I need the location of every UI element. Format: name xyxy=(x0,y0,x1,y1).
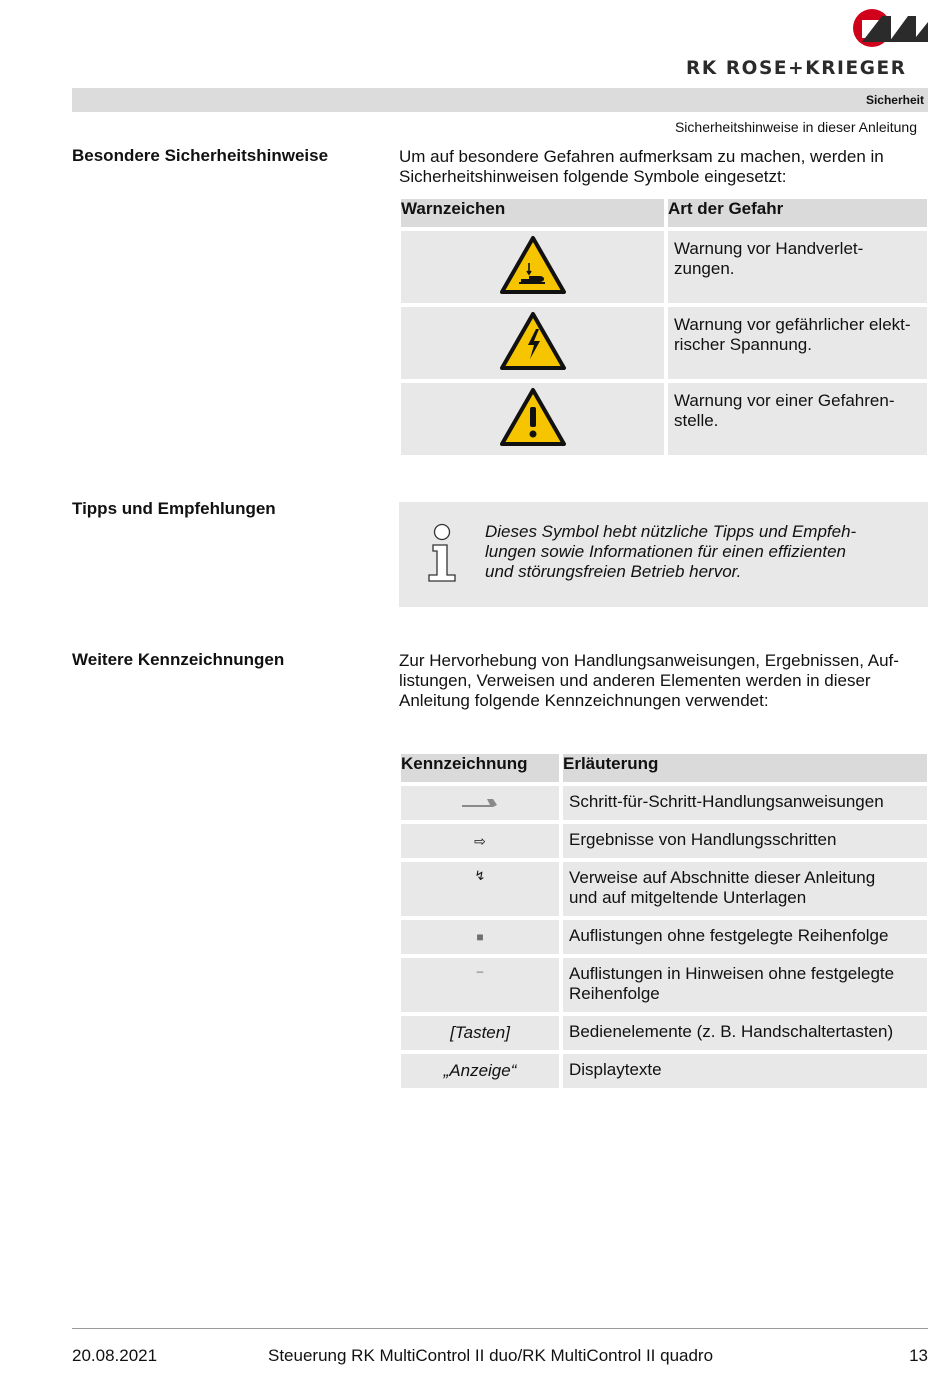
danger-type-cell xyxy=(668,307,927,379)
brand-logo xyxy=(686,8,930,79)
info-icon xyxy=(425,523,459,588)
table-row xyxy=(401,786,927,820)
table-header-row xyxy=(401,199,927,227)
hand-injury-warning-icon xyxy=(499,235,567,295)
explanation-cell xyxy=(563,1054,927,1088)
footer-divider xyxy=(72,1328,928,1329)
tip-box xyxy=(399,502,928,607)
table-header-row xyxy=(401,754,927,782)
tip-text-line: und störungsfreien Betrieb hervor. xyxy=(485,562,742,581)
tip-text-line: Dieses Symbol hebt nützliche Tipps und Empfeh- xyxy=(485,522,857,541)
danger-text-line: Warnung vor Handverlet- xyxy=(674,239,864,258)
explanation-line: Schritt-für-Schritt-Handlungsanweisungen xyxy=(569,792,884,811)
tip-text-line: lungen sowie Informationen für einen effizienten xyxy=(485,542,847,561)
marker-cell xyxy=(401,786,559,820)
table-row xyxy=(401,231,927,303)
explanation-cell xyxy=(563,786,927,820)
explanation-cell xyxy=(563,958,927,1012)
table-row xyxy=(401,824,927,858)
intro-line: Anleitung folgende Kennzeichnungen verwendet: xyxy=(399,691,769,710)
danger-text-line: Warnung vor einer Gefahren- xyxy=(674,391,895,410)
marker-keys-example: [Tasten] xyxy=(401,1016,559,1050)
warning-sign-cell xyxy=(401,307,664,379)
column-header-warning-sign: Warnzeichen xyxy=(401,199,664,227)
danger-type-cell xyxy=(668,231,927,303)
marker-display-example: „Anzeige“ xyxy=(401,1054,559,1088)
table-row xyxy=(401,862,927,916)
explanation-line: Reihenfolge xyxy=(569,984,660,1003)
tips-heading: Tipps und Empfehlungen xyxy=(72,499,276,518)
danger-text-line: zungen. xyxy=(674,259,735,278)
dash-bullet-icon: – xyxy=(401,958,559,1012)
reference-icon: ↯ xyxy=(401,862,559,916)
explanation-cell xyxy=(563,824,927,858)
electric-voltage-warning-icon xyxy=(499,311,567,371)
logo-mark-icon xyxy=(686,8,930,54)
explanation-cell xyxy=(563,1016,927,1050)
explanation-cell xyxy=(563,862,927,916)
explanation-line: Auflistungen in Hinweisen ohne festgelegte xyxy=(569,964,895,983)
result-arrow-icon: ⇨ xyxy=(401,824,559,858)
warning-sign-cell xyxy=(401,231,664,303)
danger-text-line: stelle. xyxy=(674,411,719,430)
general-danger-warning-icon xyxy=(499,387,567,447)
page-number: 13 xyxy=(909,1346,928,1365)
table-row xyxy=(401,1054,927,1088)
explanation-line: Verweise auf Abschnitte dieser Anleitung xyxy=(569,868,876,887)
tip-text xyxy=(485,522,915,582)
danger-text-line: rischer Spannung. xyxy=(674,335,812,354)
explanation-line: Bedienelemente (z. B. Handschaltertasten) xyxy=(569,1022,894,1041)
intro-line: listungen, Verweisen und anderen Elementen werden in dieser xyxy=(399,671,871,690)
column-header-danger-type: Art der Gefahr xyxy=(668,199,927,227)
explanation-line: Ergebnisse von Handlungsschritten xyxy=(569,830,837,849)
other-marks-intro xyxy=(399,651,929,711)
table-row xyxy=(401,383,927,455)
explanation-line: Displaytexte xyxy=(569,1060,662,1079)
section-title: Sicherheit xyxy=(865,93,924,107)
footer-title: Steuerung RK MultiControl II duo/RK MultiControl II quadro xyxy=(268,1346,714,1365)
danger-type-cell xyxy=(668,383,927,455)
table-row xyxy=(401,307,927,379)
other-marks-heading: Weitere Kennzeichnungen xyxy=(72,650,285,669)
column-header-explanation: Erläuterung xyxy=(563,754,927,782)
step-arrow-icon xyxy=(461,796,499,808)
explanation-line: und auf mitgeltende Unterlagen xyxy=(569,888,807,907)
square-bullet-icon: ■ xyxy=(401,920,559,954)
intro-line: Um auf besondere Gefahren aufmerksam zu machen, werden in xyxy=(399,147,884,166)
subsection-title: Sicherheitshinweise in dieser Anleitung xyxy=(674,119,917,135)
table-row xyxy=(401,958,927,1012)
footer-date: 20.08.2021 xyxy=(72,1346,158,1365)
danger-text-line: Warnung vor gefährlicher elekt- xyxy=(674,315,911,334)
warning-signs-table xyxy=(397,195,931,459)
warning-sign-cell xyxy=(401,383,664,455)
explanation-cell xyxy=(563,920,927,954)
intro-line: Zur Hervorhebung von Handlungsanweisungen, Ergebnissen, Auf- xyxy=(399,651,899,670)
column-header-marker: Kennzeichnung xyxy=(401,754,559,782)
brand-name: RK ROSE+KRIEGER xyxy=(686,58,907,79)
special-notes-heading: Besondere Sicherheitshinweise xyxy=(72,146,329,165)
section-header-bar xyxy=(72,88,928,112)
special-notes-intro xyxy=(399,147,929,187)
table-row xyxy=(401,920,927,954)
explanation-line: Auflistungen ohne festgelegte Reihenfolge xyxy=(569,926,889,945)
intro-line: Sicherheitshinweisen folgende Symbole eingesetzt: xyxy=(399,167,787,186)
markers-table xyxy=(397,750,931,1092)
table-row xyxy=(401,1016,927,1050)
